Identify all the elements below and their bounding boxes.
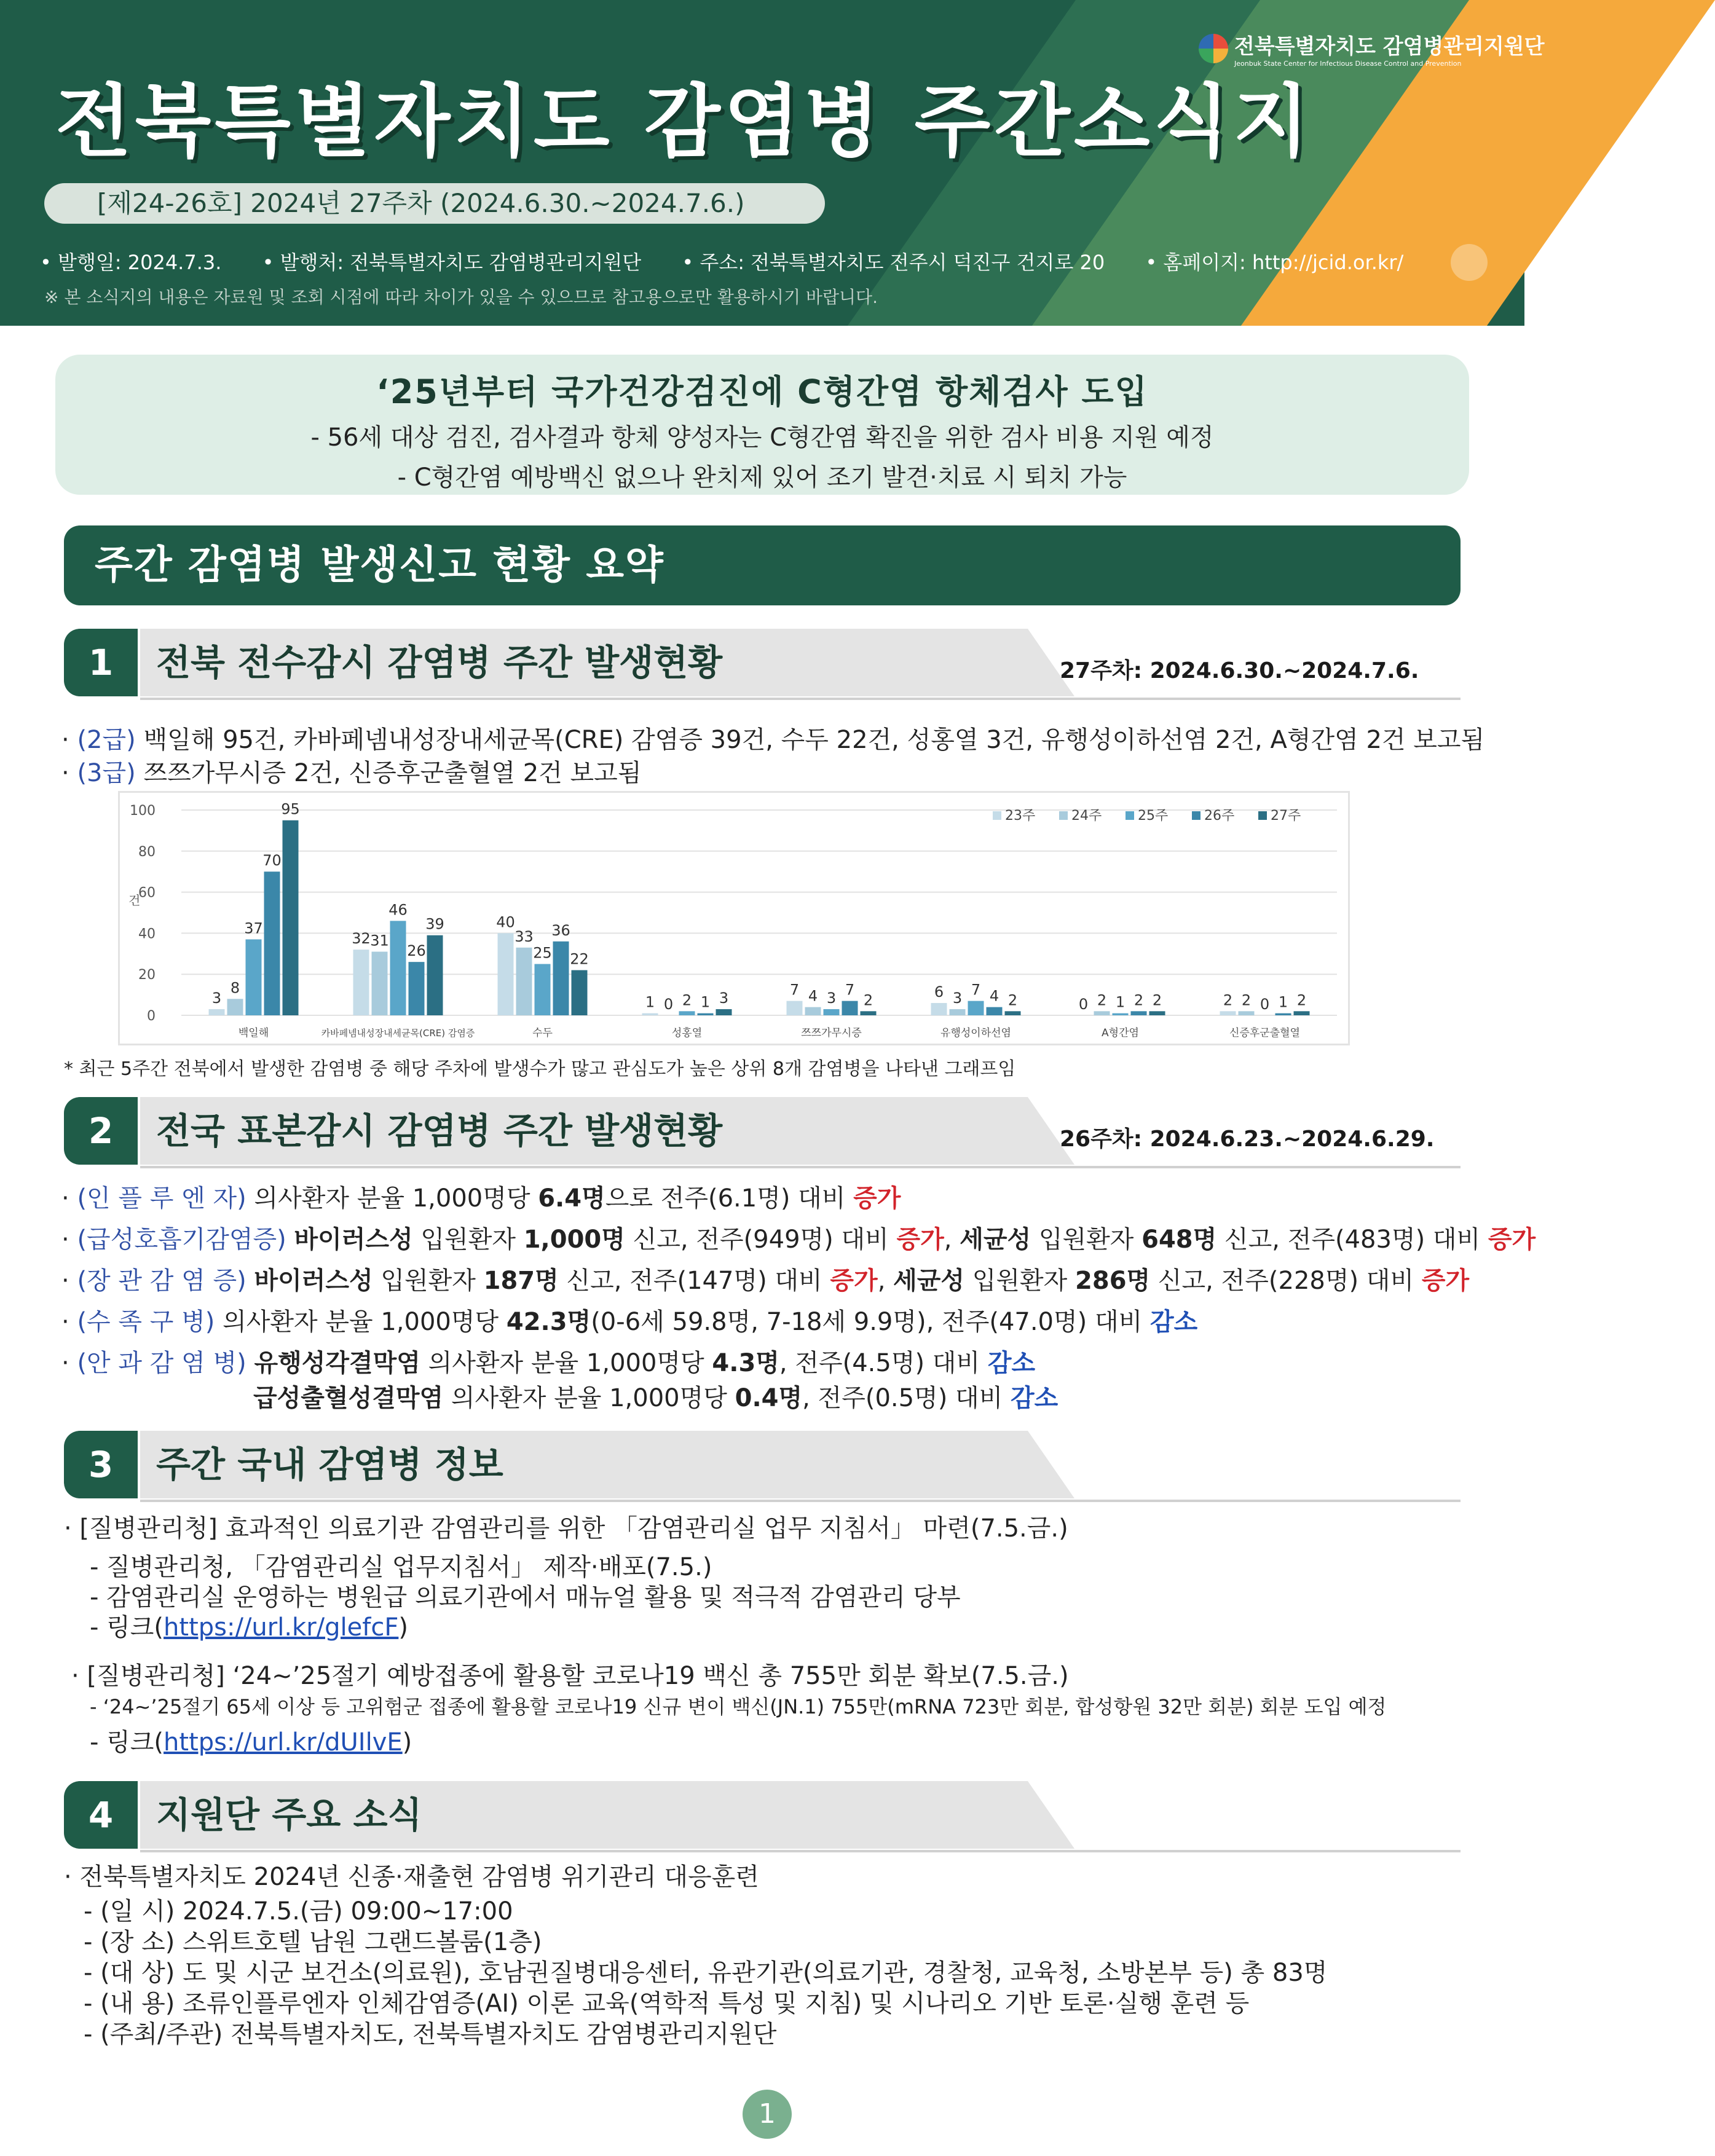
data-label: 2 [1223, 991, 1233, 1009]
y-tick-label: 40 [138, 926, 156, 942]
data-label: 3 [211, 989, 222, 1007]
news-item-title: · [질병관리청] ‘24~’25절기 예방접종에 활용할 코로나19 백신 총 755만 회분 확보(7.5.금.) [71, 1662, 1069, 1690]
data-label: 0 [1260, 996, 1270, 1013]
issue-info: [제24-26호] 2024년 27주차 (2024.6.30.~2024.7.6.) [44, 183, 825, 224]
data-label: 3 [719, 989, 729, 1007]
bar [950, 1009, 966, 1015]
bar [353, 950, 369, 1015]
bar [1131, 1011, 1147, 1015]
disclaimer: ※ 본 소식지의 내용은 자료원 및 조회 시점에 따라 차이가 있을 수 있으므로 참고용으로만 활용하시기 바랍니다. [44, 287, 878, 307]
section-title: 지원단 주요 소식 [156, 1794, 422, 1836]
data-label: 7 [971, 981, 981, 999]
data-label: 2 [1133, 991, 1144, 1009]
s1-bullet: · (2급) 백일해 95건, 카바페넴내성장내세균목(CRE) 감염증 39건, 수두 22건, 성홍열 3건, 유행성이하선염 2건, A형간염 2건 보고됨 [61, 726, 1485, 754]
news-link[interactable]: https://url.kr/glefcF [164, 1613, 399, 1642]
logo-korean-name: 전북특별자치도 감염병관리지원단 [1234, 34, 1545, 59]
data-label: 1 [645, 993, 655, 1011]
bar [1275, 1013, 1291, 1015]
grade-tag: (2급) [77, 726, 136, 754]
section-2-header [64, 1097, 1461, 1165]
y-tick-label: 100 [130, 803, 156, 819]
data-label: 7 [845, 981, 855, 999]
bar [842, 1001, 858, 1015]
bar [1294, 1011, 1310, 1015]
x-tick-label: A형간염 [1102, 1027, 1139, 1039]
bar [227, 999, 243, 1015]
data-label: 7 [789, 981, 800, 999]
logo-english-name: Jeonbuk State Center for Infectious Disease Control and Prevention [1234, 60, 1462, 68]
grade-tag: (3급) [77, 759, 136, 787]
legend-swatch [1192, 811, 1200, 820]
event-title: · 전북특별자치도 2024년 신종·재출현 감염병 위기관리 대응훈련 [64, 1863, 759, 1891]
section-number: 1 [64, 629, 138, 696]
bar [1113, 1013, 1129, 1015]
data-label: 25 [533, 944, 552, 962]
trend-up: 증가 [1421, 1267, 1470, 1295]
bar [209, 1009, 225, 1015]
event-detail: - (대 상) 도 및 시군 보건소(의료원), 호남권질병대응센터, 유관기관(의료기관, 경찰청, 교육청, 소방본부 등) 총 83명 [84, 1959, 1328, 1987]
bar [787, 1001, 803, 1015]
bar [390, 921, 406, 1015]
chart-svg [120, 793, 1352, 1047]
data-label: 2 [1152, 991, 1162, 1009]
section-number: 3 [64, 1431, 138, 1498]
decorative-dot [1451, 244, 1488, 281]
data-label: 26 [407, 942, 426, 960]
x-tick-label: 수두 [532, 1027, 553, 1039]
y-axis-label: 건 [128, 893, 141, 908]
data-label: 2 [1296, 991, 1307, 1009]
news-item-line: - ‘24~’25절기 65세 이상 등 고위험군 접종에 활용할 코로나19 신규 변이 백신(JN.1) 755만(mRNA 723만 회분, 합성항원 32만 회분) 회분 도입 예정 [90, 1695, 1387, 1718]
legend-label: 24주 [1071, 808, 1102, 824]
legend-label: 26주 [1204, 808, 1235, 824]
bar [716, 1009, 732, 1015]
bar [246, 939, 262, 1015]
s1-bullet: · (3급) 쯔쯔가무시증 2건, 신증후군출혈열 2건 보고됨 [61, 759, 642, 787]
bar [968, 1001, 984, 1015]
page-number: 1 [743, 2090, 792, 2139]
bar [372, 951, 388, 1015]
bar [516, 948, 532, 1015]
trend-up: 증가 [896, 1226, 944, 1254]
enteric-row: · (장 관 감 염 증) 바이러스성 입원환자 187명 신고, 전주(147명) 대비 증가, 세균성 입원환자 286명 신고, 전주(228명) 대비 증가 [61, 1267, 1470, 1295]
publish-date: • 발행일: 2024.7.3. [40, 251, 222, 274]
event-detail: - (장 소) 스위트호텔 남원 그랜드볼룸(1층) [84, 1928, 542, 1956]
bar [1220, 1011, 1236, 1015]
eye-infection-row: · (안 과 감 염 병) 유행성각결막염 의사환자 분율 1,000명당 4.3명, 전주(4.5명) 대비 감소 [61, 1349, 1036, 1377]
data-label: 2 [863, 991, 873, 1009]
address: • 주소: 전북특별자치도 전주시 덕진구 건지로 20 [682, 251, 1105, 274]
trend-up: 증가 [853, 1184, 901, 1213]
data-label: 70 [262, 852, 282, 870]
data-label: 4 [989, 987, 999, 1005]
bar [1149, 1011, 1165, 1015]
trend-up: 증가 [1488, 1226, 1536, 1254]
legend-swatch [1258, 811, 1267, 820]
data-label: 1 [1278, 993, 1288, 1011]
legend-swatch [993, 811, 1001, 820]
trend-down: 감소 [1149, 1308, 1198, 1336]
homepage-link[interactable]: • 홈페이지: http://jcid.or.kr/ [1145, 251, 1404, 274]
bar [679, 1011, 695, 1015]
bar [805, 1007, 821, 1015]
legend-swatch [1059, 811, 1068, 820]
bar [1005, 1011, 1021, 1015]
news-item-link-row: - 링크(https://url.kr/glefcF) [90, 1613, 408, 1642]
event-detail: - (내 용) 조류인플루엔자 인체감염증(AI) 이론 교육(역학적 특성 및 지침) 및 시나리오 기반 토론·실행 훈련 등 [84, 1989, 1250, 2018]
data-label: 40 [496, 913, 515, 931]
data-label: 32 [352, 930, 371, 948]
data-label: 4 [808, 987, 818, 1005]
data-label: 0 [663, 996, 674, 1013]
bar [1239, 1011, 1255, 1015]
data-label: 95 [281, 800, 300, 818]
data-label: 3 [952, 989, 963, 1007]
summary-banner: 주간 감염병 발생신고 현황 요약 [64, 525, 1461, 605]
news-item-title: · [질병관리청] 효과적인 의료기관 감염관리를 위한 「감염관리실 업무 지침서」 마련(7.5.금.) [64, 1514, 1068, 1543]
section-4-header [64, 1781, 1461, 1849]
trend-down: 감소 [987, 1349, 1036, 1377]
bullet-text: 백일해 95건, 카바페넴내성장내세균목(CRE) 감염증 39건, 수두 22건, 성홍열 3건, 유행성이하선염 2건, A형간염 2건 보고됨 [143, 726, 1485, 754]
bar [264, 871, 280, 1015]
data-label: 39 [425, 915, 444, 933]
highlight-line: - C형간염 예방백신 없으나 완치제 있어 조기 발견·치료 시 퇴치 가능 [397, 463, 1127, 492]
legend-label: 23주 [1005, 808, 1036, 824]
highlight-title: ‘25년부터 국가건강검진에 C형간염 항체검사 도입 [376, 372, 1148, 411]
section-1-header [64, 629, 1461, 696]
news-item-line: - 감염관리실 운영하는 병원급 의료기관에서 매뉴얼 활용 및 적극적 감염관리 당부 [90, 1583, 961, 1611]
legend-swatch [1126, 811, 1134, 820]
data-label: 8 [230, 979, 240, 997]
bar [409, 962, 425, 1015]
section-week: 26주차: 2024.6.23.~2024.6.29. [1060, 1127, 1435, 1152]
legend-label: 25주 [1138, 808, 1169, 824]
section-week: 27주차: 2024.6.30.~2024.7.6. [1060, 658, 1419, 683]
data-label: 36 [551, 921, 570, 939]
bar [553, 942, 569, 1015]
data-label: 0 [1078, 996, 1089, 1013]
bar [427, 935, 443, 1015]
trend-up: 증가 [830, 1267, 878, 1295]
bar [931, 1003, 947, 1015]
section-number: 2 [64, 1097, 138, 1165]
highlight-box [55, 355, 1469, 495]
data-label: 6 [934, 983, 944, 1001]
section-title: 주간 국내 감염병 정보 [156, 1444, 503, 1485]
data-label: 2 [1097, 991, 1107, 1009]
influenza-row: · (인 플 루 엔 자) 의사환자 분율 1,000명당 6.4명으로 전주(6.1명) 대비 증가 [61, 1184, 901, 1213]
section-number: 4 [64, 1781, 138, 1849]
bar [535, 964, 551, 1016]
bullet-text: 쯔쯔가무시증 2건, 신증후군출혈열 2건 보고됨 [143, 759, 642, 787]
chart-footnote: * 최근 5주간 전북에서 발생한 감염병 중 해당 주차에 발생수가 많고 관심도가 높은 상위 8개 감염병을 나타낸 그래프임 [64, 1058, 1016, 1080]
highlight-line: - 56세 대상 검진, 검사결과 항체 양성자는 C형간염 확진을 위한 검사 비용 지원 예정 [310, 423, 1214, 452]
event-detail: - (일 시) 2024.7.5.(금) 09:00~17:00 [84, 1897, 513, 1926]
news-item-link-row: - 링크(https://url.kr/dUIlvE) [90, 1728, 412, 1757]
section-title: 전국 표본감시 감염병 주간 발생현황 [156, 1110, 723, 1152]
publisher: • 발행처: 전북특별자치도 감염병관리지원단 [262, 251, 642, 274]
data-label: 1 [1115, 993, 1126, 1011]
data-label: 31 [370, 932, 389, 950]
x-tick-label: 카바페넴내성장내세균목(CRE) 감염증 [321, 1028, 475, 1039]
trend-down: 감소 [1011, 1384, 1059, 1412]
y-tick-label: 60 [138, 885, 156, 901]
data-label: 22 [570, 950, 589, 968]
data-label: 37 [244, 919, 263, 937]
x-tick-label: 신증후군출혈열 [1229, 1027, 1300, 1039]
data-label: 3 [826, 989, 837, 1007]
data-label: 46 [388, 901, 408, 919]
news-item-line: - 질병관리청, 「감염관리실 업무지침서」 제작·배포(7.5.) [90, 1553, 712, 1581]
data-label: 2 [1007, 991, 1018, 1009]
weekly-cases-chart [118, 791, 1350, 1045]
eye-infection-row-2: 급성출혈성결막염 의사환자 분율 1,000명당 0.4명, 전주(0.5명) 대비 감소 [253, 1384, 1059, 1412]
bar [861, 1011, 877, 1015]
x-tick-label: 백일해 [238, 1027, 269, 1039]
section-3-header [64, 1431, 1461, 1498]
publication-meta [40, 247, 1438, 275]
y-tick-label: 80 [138, 844, 156, 860]
bar [698, 1013, 714, 1015]
legend-label: 27주 [1271, 808, 1301, 824]
page-title: 전북특별자치도 감염병 주간소식지 [55, 76, 1313, 168]
y-tick-label: 0 [147, 1009, 156, 1024]
bar [824, 1009, 840, 1015]
data-label: 1 [700, 993, 711, 1011]
x-tick-label: 유행성이하선염 [940, 1027, 1011, 1039]
header [0, 0, 1545, 326]
bar [1094, 1011, 1110, 1015]
data-label: 2 [1241, 991, 1252, 1009]
x-tick-label: 쯔쯔가무시증 [801, 1027, 862, 1039]
data-label: 2 [682, 991, 692, 1009]
bar [987, 1007, 1003, 1015]
section-title: 전북 전수감시 감염병 주간 발생현황 [156, 642, 723, 683]
bar [572, 970, 588, 1015]
bar [642, 1013, 658, 1015]
y-tick-label: 20 [138, 967, 156, 983]
hfmd-row: · (수 족 구 병) 의사환자 분율 1,000명당 42.3명(0-6세 59.8명, 7-18세 9.9명), 전주(47.0명) 대비 감소 [61, 1308, 1198, 1336]
data-label: 33 [514, 927, 534, 945]
x-tick-label: 성홍열 [671, 1027, 703, 1039]
bar [498, 933, 514, 1015]
bar [283, 820, 299, 1015]
news-link[interactable]: https://url.kr/dUIlvE [164, 1728, 403, 1757]
respiratory-row: · (급성호흡기감염증) 바이러스성 입원환자 1,000명 신고, 전주(949명) 대비 증가, 세균성 입원환자 648명 신고, 전주(483명) 대비 증가 [61, 1226, 1536, 1254]
event-detail: - (주최/주관) 전북특별자치도, 전북특별자치도 감염병관리지원단 [84, 2020, 777, 2048]
